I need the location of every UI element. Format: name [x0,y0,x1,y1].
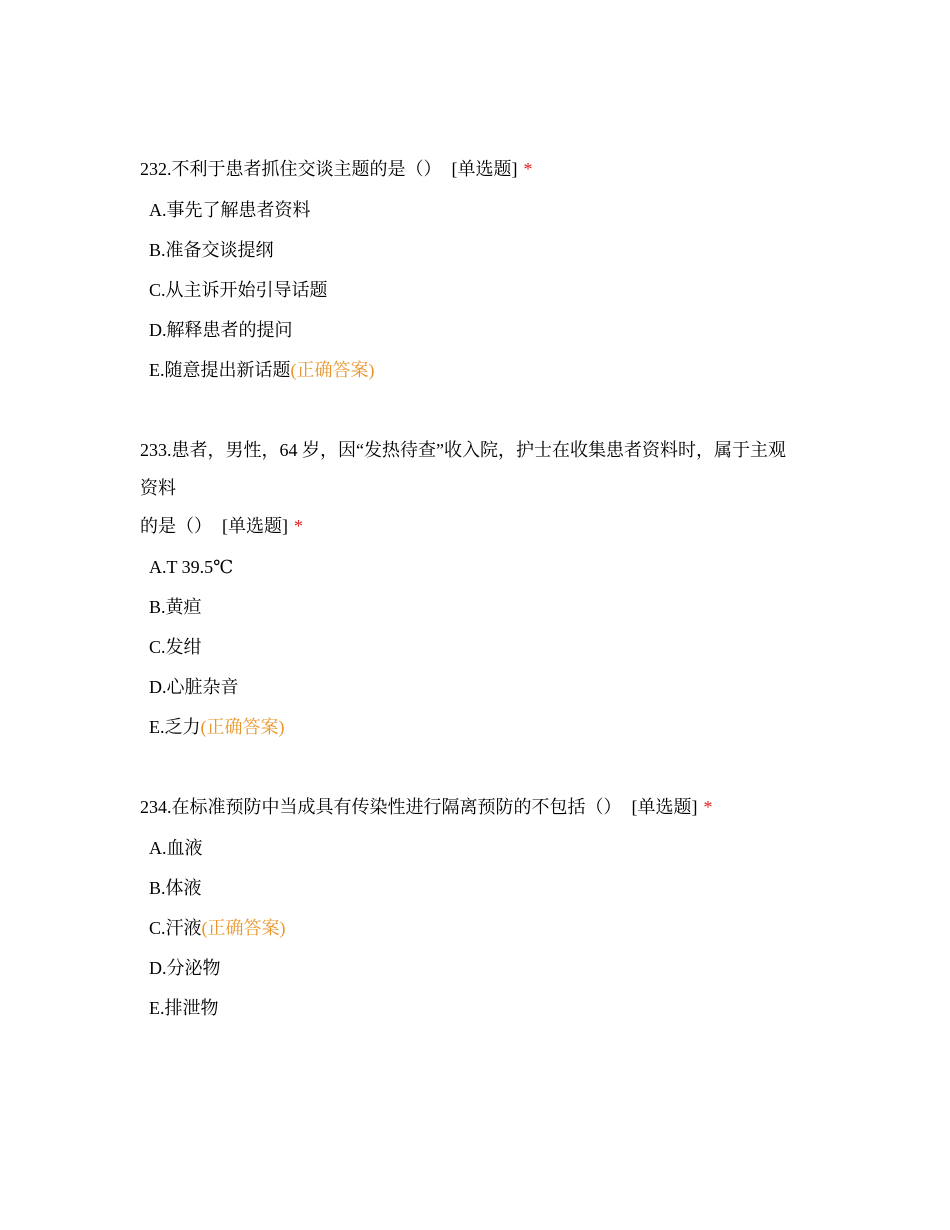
required-mark: * [294,516,303,536]
correct-answer-tag: (正确答案) [201,918,286,938]
options-list [140,552,830,752]
option-b[interactable]: B.准备交谈提纲 [149,240,274,260]
options-list [140,833,830,1033]
question-type-label: [单选题] [631,797,698,817]
question-title: 232.不利于患者抓住交谈主题的是（） [单选题] * [140,159,533,179]
option-a[interactable]: A.T 39.5℃ [149,557,234,577]
correct-answer-tag: (正确答案) [290,360,375,380]
option-c[interactable]: C.发绀 [149,637,202,657]
option-d[interactable]: D.分泌物 [149,958,221,978]
option-c[interactable]: C.从主诉开始引导话题 [149,280,328,300]
option-a[interactable]: A.血液 [149,838,203,858]
options-list [140,195,830,395]
option-e[interactable]: E.乏力(正确答案) [149,717,285,737]
option-d[interactable]: D.心脏杂音 [149,677,239,697]
required-mark: * [523,159,533,179]
question-type-label: [单选题] [451,159,518,179]
option-c[interactable]: C.汗液(正确答案) [149,918,286,938]
option-a[interactable]: A.事先了解患者资料 [149,200,311,220]
option-d[interactable]: D.解释患者的提问 [149,320,293,340]
option-b[interactable]: B.体液 [149,878,202,898]
option-e[interactable]: E.排泄物 [149,998,219,1018]
question-233 [140,431,830,752]
question-type-label: [单选题] [222,516,288,536]
question-title: 234.在标准预防中当成具有传染性进行隔离预防的不包括（） [单选题] * [140,797,713,817]
correct-answer-tag: (正确答案) [200,717,285,737]
option-b[interactable]: B.黄疸 [149,597,202,617]
required-mark: * [703,797,713,817]
question-232 [140,150,830,395]
question-234 [140,788,830,1033]
question-title: 233.患者，男性，64 岁，因“发热待查”收入院，护士在收集患者资料时，属于主观 资料 的是（） [单选题] * [140,440,786,536]
option-e[interactable]: E.随意提出新话题(正确答案) [149,360,375,380]
